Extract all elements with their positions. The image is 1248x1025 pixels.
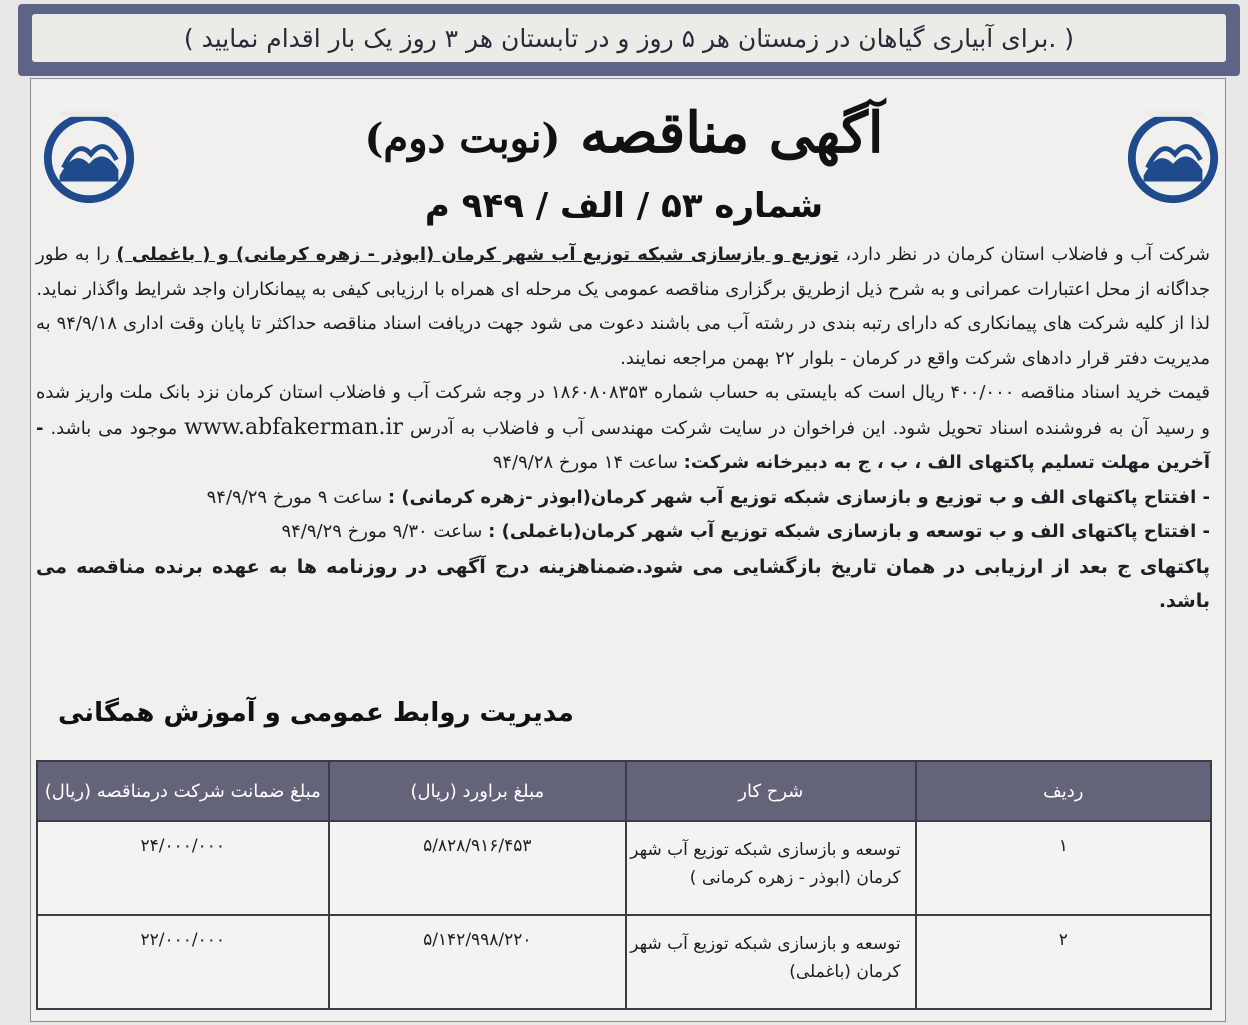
tender-table [36,760,1212,1010]
deadline-label: - آخرین مهلت تسلیم پاکتهای الف ، ب ، ج به دبیرخانه شرکت: [36,417,1210,473]
column-header: مبلغ ضمانت شرکت درمناقصه (ریال) [37,761,329,821]
row-id: ۱ [916,821,1211,915]
row-guarantee: ۲۲/۰۰۰/۰۰۰ [37,915,329,1009]
banner-text: ( برای آبیاری گیاهان در زمستان هر ۵ روز و در تابستان هر ۳ روز یک بار اقدام نمایید. ) [32,14,1226,62]
notice-body [36,238,1210,619]
table-row [37,915,1211,1009]
paragraph-price: قیمت خرید اسناد مناقصه ۴۰۰/۰۰۰ ریال است که بایستی به حساب شماره ۱۸۶۰۸۰۸۳۵۳ در وجه شرکت آب و فاضلاب استان کرمان نزد بانک ملت واریز شده و رسید آن به فروشنده اسناد تحویل شود. این فراخوان در سایت شرکت مهندسی آب و فاضلاب به آدرس www.abfakerman.ir موجود می باشد. - آخرین مهلت تسلیم پاکتهای الف ، ب ، ج به دبیرخانه شرکت: ساعت ۱۴ مورخ ۹۴/۹/۲۸ [36,382,1210,473]
title-round: (نوبت دوم) [364,115,561,162]
row-description: توسعه و بازسازی شبکه توزیع آب شهر کرمان (ابوذر - زهره کرمانی ) [626,821,916,915]
notice-number: شماره ۵۳ / الف / ۹۴۹ م [424,186,824,226]
paragraph-intro: شرکت آب و فاضلاب استان کرمان در نظر دارد، توزیع و بازسازی شبکه توزیع آب شهر کرمان (ابوذر - زهره کرمانی) و ( باغملی ) را به طور جداگانه از محل اعتبارات عمرانی و به شرح ذیل ازطریق برگزاری مناقصه عمومی یک مرحله ای همراه با ارزیابی کیفی به پیمانکاران واجد شرایط واگذار نماید. [36,244,1210,300]
top-banner [18,4,1240,76]
project-name: توزیع و بازسازی شبکه توزیع آب شهر کرمان (ابوذر - زهره کرمانی) و ( باغملی ) [116,244,839,265]
opening-line-1: - افتتاح پاکتهای الف و ب توزیع و بازسازی شبکه توزیع آب شهر کرمان(ابوذر -زهره کرمانی) : ساعت ۹ مورخ ۹۴/۹/۲۹ [206,486,1210,508]
closing-note: پاکتهای ج بعد از ارزیابی در همان تاریخ بازگشایی می شود.ضمناهزینه درج آگهی در روزنامه ها به عهده برنده مناقصه می باشد. [36,555,1210,612]
notice-title [0,100,1248,166]
column-header: شرح کار [626,761,916,821]
table-row [37,821,1211,915]
opening-line-2: - افتتاح پاکتهای الف و ب توسعه و بازسازی شبکه توزیع آب شهر کرمان(باغملی) : ساعت ۹/۳۰ مورخ ۹۴/۹/۲۹ [281,521,1210,542]
column-header: ردیف [916,761,1211,821]
signature: مدیریت روابط عمومی و آموزش همگانی [58,698,574,728]
row-description: توسعه و بازسازی شبکه توزیع آب شهر کرمان (باغملی) [626,915,916,1009]
row-estimate: ۵/۸۲۸/۹۱۶/۴۵۳ [329,821,627,915]
deadline-value: ساعت ۱۴ مورخ ۹۴/۹/۲۸ [492,452,678,473]
row-estimate: ۵/۱۴۲/۹۹۸/۲۲۰ [329,915,627,1009]
row-guarantee: ۲۴/۰۰۰/۰۰۰ [37,821,329,915]
row-id: ۲ [916,915,1211,1009]
column-header: مبلغ براورد (ریال) [329,761,627,821]
paragraph-invitation: لذا از کلیه شرکت های پیمانکاری که دارای رتبه بندی در رشته آب می باشند دعوت می شود جهت دریافت اسناد مناقصه حداکثر تا پایان وقت اداری ۹۴/۹/۱۸ به مدیریت دفتر قرار دادهای شرکت واقع در کرمان - بلوار ۲۲ بهمن مراجعه نمایند. [36,313,1210,369]
title-main: آگهی مناقصه [579,100,884,166]
table-header-row [37,761,1211,821]
website-link[interactable]: www.abfakerman.ir [184,414,404,440]
